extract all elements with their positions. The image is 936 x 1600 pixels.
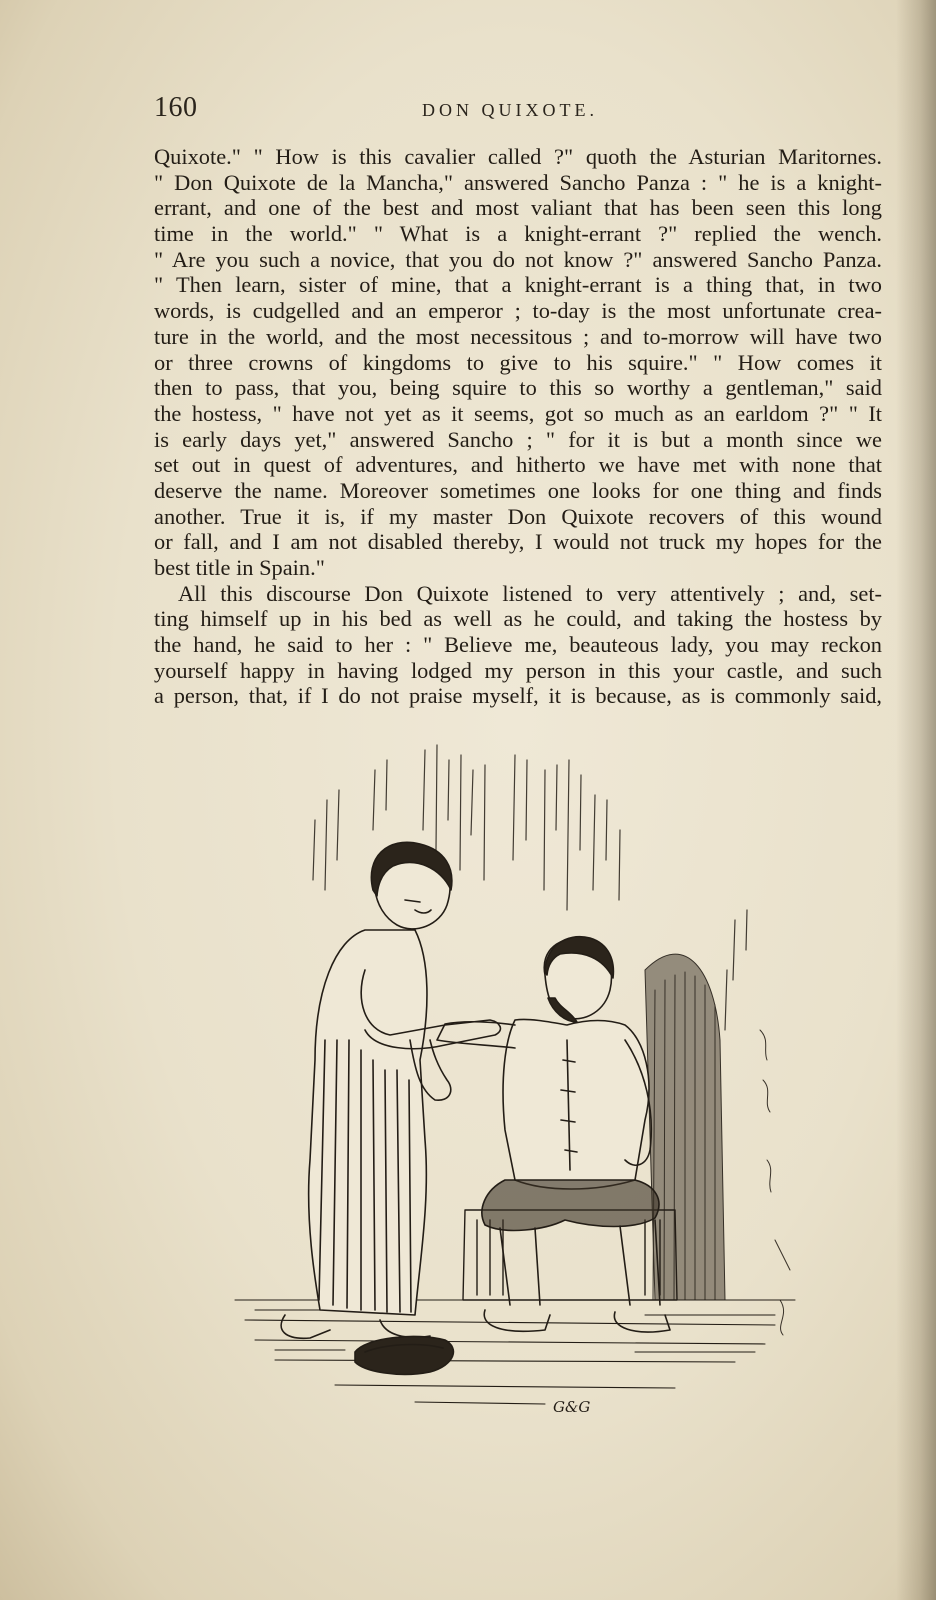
floor <box>235 1300 795 1404</box>
text-line: " Don Quixote de la Mancha," answered Sancho Panza : " he is a knight- <box>154 169 882 195</box>
knight-figure <box>437 937 670 1332</box>
text-line: Quixote." " How is this cavalier called ?" quoth the Asturian Maritornes. <box>154 144 882 169</box>
text-line: set out in quest of adventures, and hitherto we have met with none that <box>154 452 882 478</box>
text-line: a person, that, if I do not praise myself, it is because, as is commonly said, <box>154 683 882 709</box>
text-line: deserve the name. Moreover sometimes one looks for one thing and finds <box>154 477 882 503</box>
text-line: ting himself up in his bed as well as he could, and taking the hostess by <box>154 606 882 632</box>
text-line: or fall, and I am not disabled thereby, I would not truck my hopes for the <box>154 529 882 555</box>
text-line: best title in Spain." <box>154 555 325 580</box>
text-line: yourself happy in having lodged my person in this your castle, and such <box>154 657 882 683</box>
engraving-hostess-and-knight <box>215 740 815 1430</box>
wall-shadow <box>645 954 790 1335</box>
engraver-signature: G&G <box>553 1398 591 1416</box>
bowl <box>355 1336 453 1374</box>
text-line: the hostess, " have not yet as it seems, got so much as an earldom ?" " It <box>154 400 882 426</box>
text-line: is early days yet," answered Sancho ; " for it is but a month since we <box>154 426 882 452</box>
text-line: words, is cudgelled and an emperor ; to-day is the most unfortunate crea- <box>154 298 882 324</box>
text-line: or three crowns of kingdoms to give to his squire." " How comes it <box>154 349 882 375</box>
engraving-illustration <box>215 740 815 1430</box>
text-line: the hand, he said to her : " Believe me, beauteous lady, you may reckon <box>154 632 882 658</box>
text-line: " Are you such a novice, that you do not know ?" answered Sancho Panza. <box>154 246 882 272</box>
page-header <box>154 92 882 126</box>
body-text <box>154 144 882 709</box>
text-line: " Then learn, sister of mine, that a knight-errant is a thing that, in two <box>154 272 882 298</box>
text-line: time in the world." " What is a knight-errant ?" replied the wench. <box>154 221 882 247</box>
text-line: errant, and one of the best and most valiant that has been seen this long <box>154 195 882 221</box>
page-number: 160 <box>154 92 198 123</box>
hostess-figure <box>281 842 500 1338</box>
text-line: then to pass, that you, being squire to this so worthy a gentleman," said <box>154 375 882 401</box>
text-line: ture in the world, and the most necessitous ; and to-morrow will have two <box>154 323 882 349</box>
text-line: another. True it is, if my master Don Quixote recovers of this wound <box>154 503 882 529</box>
running-title: DON QUIXOTE. <box>422 100 598 120</box>
text-line: All this discourse Don Quixote listened to very attentively ; and, set- <box>178 580 882 606</box>
